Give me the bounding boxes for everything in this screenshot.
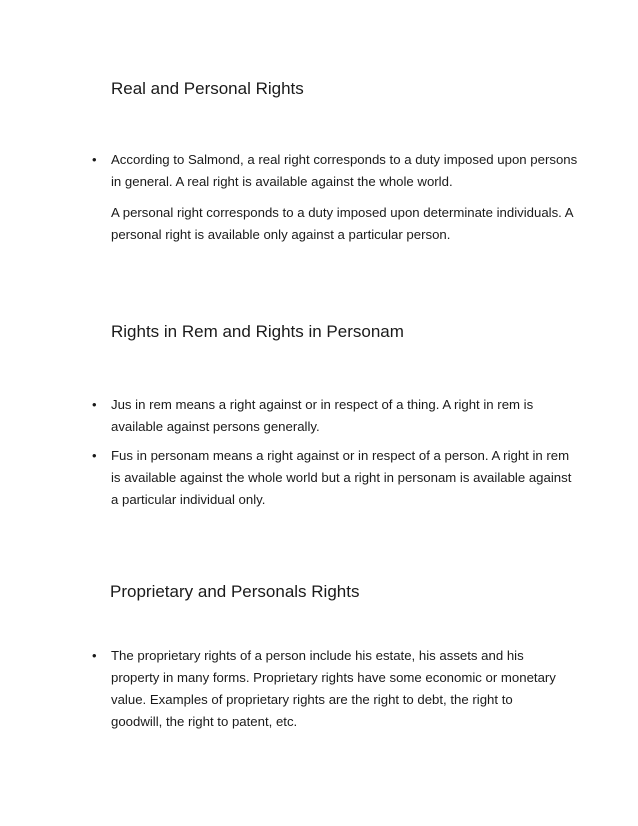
bullet-text-jus-in-rem: Jus in rem means a right against or in respect of a thing. A right in rem is available against persons generally. bbox=[111, 397, 534, 434]
bullet-marker: • bbox=[92, 397, 97, 412]
section-heading-real-personal-rights: Real and Personal Rights bbox=[111, 79, 304, 98]
bullet-text-fus-in-personam: Fus in personam means a right against or in respect of a person. A right in rem is available against the whole world but a right in personam is available against a particular individual only. bbox=[111, 448, 572, 507]
bullet-text-salmond-real-right: According to Salmond, a real right corresponds to a duty imposed upon persons in general. A real right is available against the whole world. bbox=[111, 152, 578, 189]
bullet-marker: • bbox=[92, 152, 97, 167]
bullet-marker: • bbox=[92, 448, 97, 463]
bullet-text-proprietary-rights: The proprietary rights of a person include his estate, his assets and his property in many forms. Proprietary rights have some economic or monetary value. Examples of proprietary rights are the right to debt, the right to goodwill, the right to patent, etc. bbox=[111, 648, 556, 729]
bullet-marker: • bbox=[92, 648, 97, 663]
paragraph-personal-right: A personal right corresponds to a duty imposed upon determinate individuals. A personal right is available only against a particular person. bbox=[111, 205, 573, 242]
section-heading-proprietary-personal-rights: Proprietary and Personals Rights bbox=[110, 582, 360, 601]
section-heading-rem-personam: Rights in Rem and Rights in Personam bbox=[111, 322, 404, 341]
